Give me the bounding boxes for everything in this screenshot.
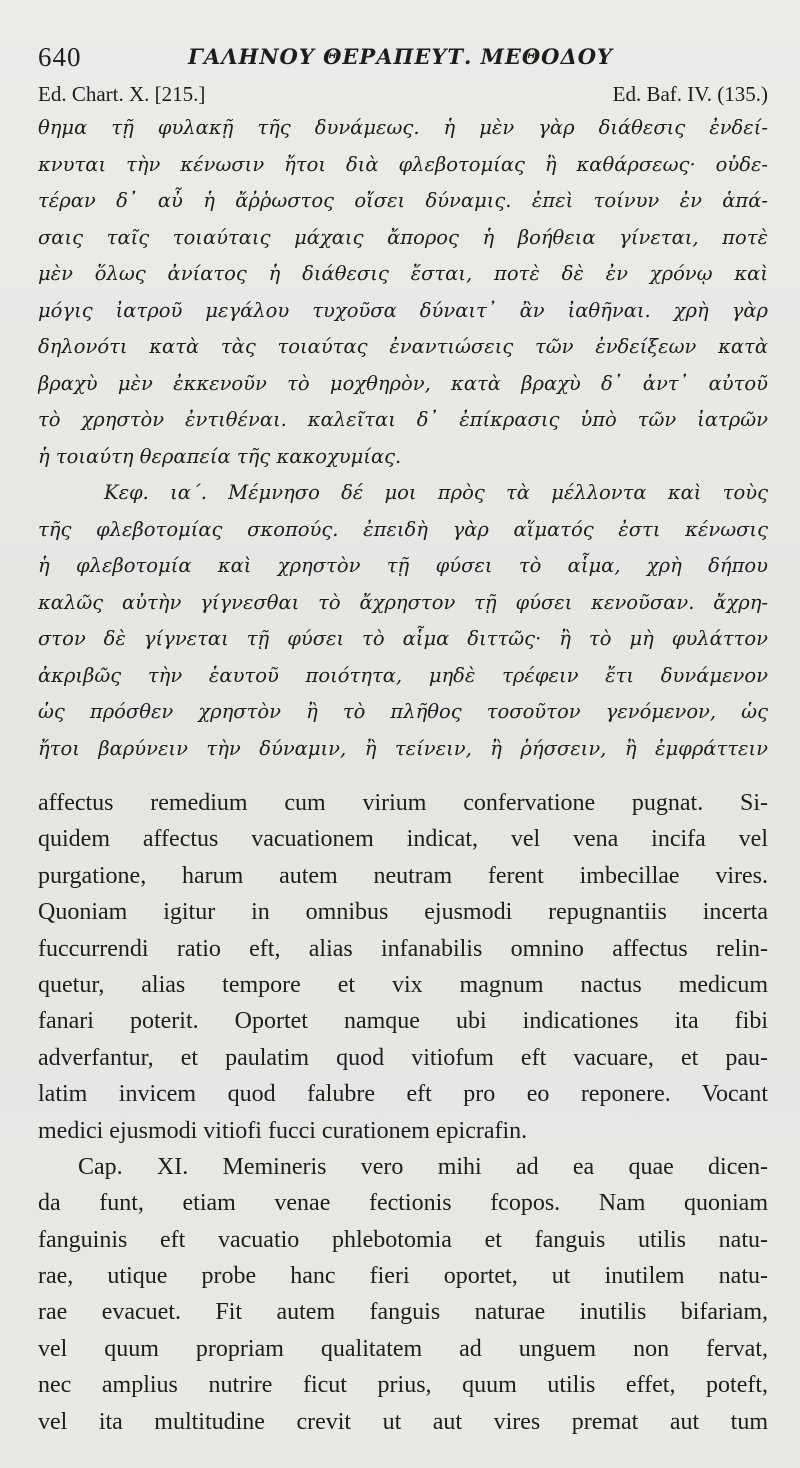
page-header [38, 40, 768, 80]
greek-line: ἡ φλεβοτομία καὶ χρηστὸν τῇ φύσει τὸ αἷμα, χρὴ δήπου [38, 554, 768, 577]
latin-line: fanari poterit. Oportet namque ubi indicationes ita fibi [38, 1008, 768, 1035]
latin-line: Quoniam igitur in omnibus ejusmodi repugnantiis incerta [38, 899, 768, 926]
latin-line: quidem affectus vacuationem indicat, vel vena incifa vel [38, 826, 768, 853]
latin-line: purgatione, harum autem neutram ferent imbecillae vires. [38, 862, 768, 889]
greek-line: τέραν δ᾽ αὖ ἡ ἄῤῥωστος οἴσει δύναμις. ἐπεὶ τοίνυν ἐν ἁπά- [38, 189, 768, 212]
latin-line: fanguinis eft vacuatio phlebotomia et fanguis utilis natu- [38, 1226, 768, 1253]
greek-line: τῆς φλεβοτομίας σκοπούς. ἐπειδὴ γὰρ αἵματός ἐστι κένωσις [38, 517, 768, 541]
greek-line: σαις ταῖς τοιαύταις μάχαις ἄπορος ἡ βοήθεια γίνεται, ποτὲ [38, 225, 768, 249]
latin-line: adverfantur, et paulatim quod vitiofum eft vacuare, et pau- [38, 1044, 768, 1071]
latin-line: medici ejusmodi vitiofi fucci curationem epicrafin. [38, 1117, 528, 1144]
latin-line: latim invicem quod falubre eft pro eo reponere. Vocant [38, 1081, 768, 1108]
latin-chapter-heading-line: Cap. XI. Memineris vero mihi ad ea quae dicen- [78, 1153, 768, 1180]
greek-text-block [38, 110, 768, 767]
edition-reference-left: Ed. Chart. X. [215.] [38, 82, 206, 106]
greek-line: καλῶς αὐτὴν γίγνεσθαι τὸ ἄχρηστον τῇ φύσει κενοῦσαν. ἄχρη- [38, 590, 768, 614]
edition-references [38, 82, 768, 112]
latin-line: rae, utique probe hanc fieri oportet, ut inutilem natu- [38, 1263, 768, 1290]
latin-line: fuccurrendi ratio eft, alias infanabilis omnino affectus relin- [38, 935, 768, 962]
greek-line: στον δὲ γίγνεται τῇ φύσει τὸ αἷμα διττῶς· ἢ τὸ μὴ φυλάττον [38, 627, 768, 650]
page-number: 640 [38, 42, 82, 72]
greek-line: μόγις ἰατροῦ μεγάλου τυχοῦσα δύναιτ᾽ ἂν ἰαθῆναι. χρὴ γὰρ [38, 298, 768, 322]
greek-line: θημα τῇ φυλακῇ τῆς δυνάμεως. ἡ μὲν γὰρ διάθεσις ἐνδεί- [38, 116, 768, 139]
greek-line: τὸ χρηστὸν ἐντιθέναι. καλεῖται δ᾽ ἐπίκρασις ὑπὸ τῶν ἰατρῶν [38, 408, 768, 431]
running-title: ΓΑΛΗΝΟΥ ΘΕΡΑΠΕΥΤ. ΜΕΘΟΔΟΥ [188, 44, 614, 69]
edition-reference-right: Ed. Baf. IV. (135.) [612, 82, 768, 106]
greek-line: ἡ τοιαύτη θεραπεία τῆς κακοχυμίας. [38, 444, 402, 468]
latin-line: vel quum propriam qualitatem ad unguem non fervat, [38, 1335, 768, 1362]
greek-line: ἀκριβῶς τὴν ἑαυτοῦ ποιότητα, μηδὲ τρέφειν ἔτι δυνάμενον [38, 663, 768, 687]
greek-line: κνυται τὴν κένωσιν ἤτοι διὰ φλεβοτομίας ἢ καθάρσεως· οὐδε- [38, 152, 768, 176]
latin-line: nec amplius nutrire ficut prius, quum utilis effet, poteft, [38, 1372, 768, 1399]
latin-line: quetur, alias tempore et vix magnum nactus medicum [38, 971, 768, 998]
greek-line: δηλονότι κατὰ τὰς τοιαύτας ἐναντιώσεις τῶν ἐνδείξεων κατὰ [38, 335, 768, 358]
latin-text-block [38, 785, 768, 1440]
latin-line: affectus remedium cum virium confervatione pugnat. Si- [38, 790, 768, 816]
latin-line: rae evacuet. Fit autem fanguis naturae inutilis bifariam, [38, 1299, 768, 1326]
greek-chapter-heading-line: Κεφ. ια΄. Μέμνησο δέ μοι πρὸς τὰ μέλλοντα καὶ τοὺς [104, 481, 768, 504]
latin-line: vel ita multitudine crevit ut aut vires premat aut tum [38, 1408, 768, 1435]
greek-line: μὲν ὅλως ἀνίατος ἡ διάθεσις ἔσται, ποτὲ δὲ ἐν χρόνῳ καὶ [38, 262, 768, 285]
latin-line: da funt, etiam venae fectionis fcopos. Nam quoniam [38, 1190, 768, 1217]
greek-line: ὡς πρόσθεν χρηστὸν ἢ τὸ πλῆθος τοσοῦτον γενόμενον, ὡς [38, 700, 768, 723]
greek-line: ἤτοι βαρύνειν τὴν δύναμιν, ἢ τείνειν, ἢ ῥήσσειν, ἢ ἐμφράττειν [38, 736, 768, 760]
greek-line: βραχὺ μὲν ἐκκενοῦν τὸ μοχθηρὸν, κατὰ βραχὺ δ᾽ ἀντ᾽ αὐτοῦ [38, 371, 768, 395]
